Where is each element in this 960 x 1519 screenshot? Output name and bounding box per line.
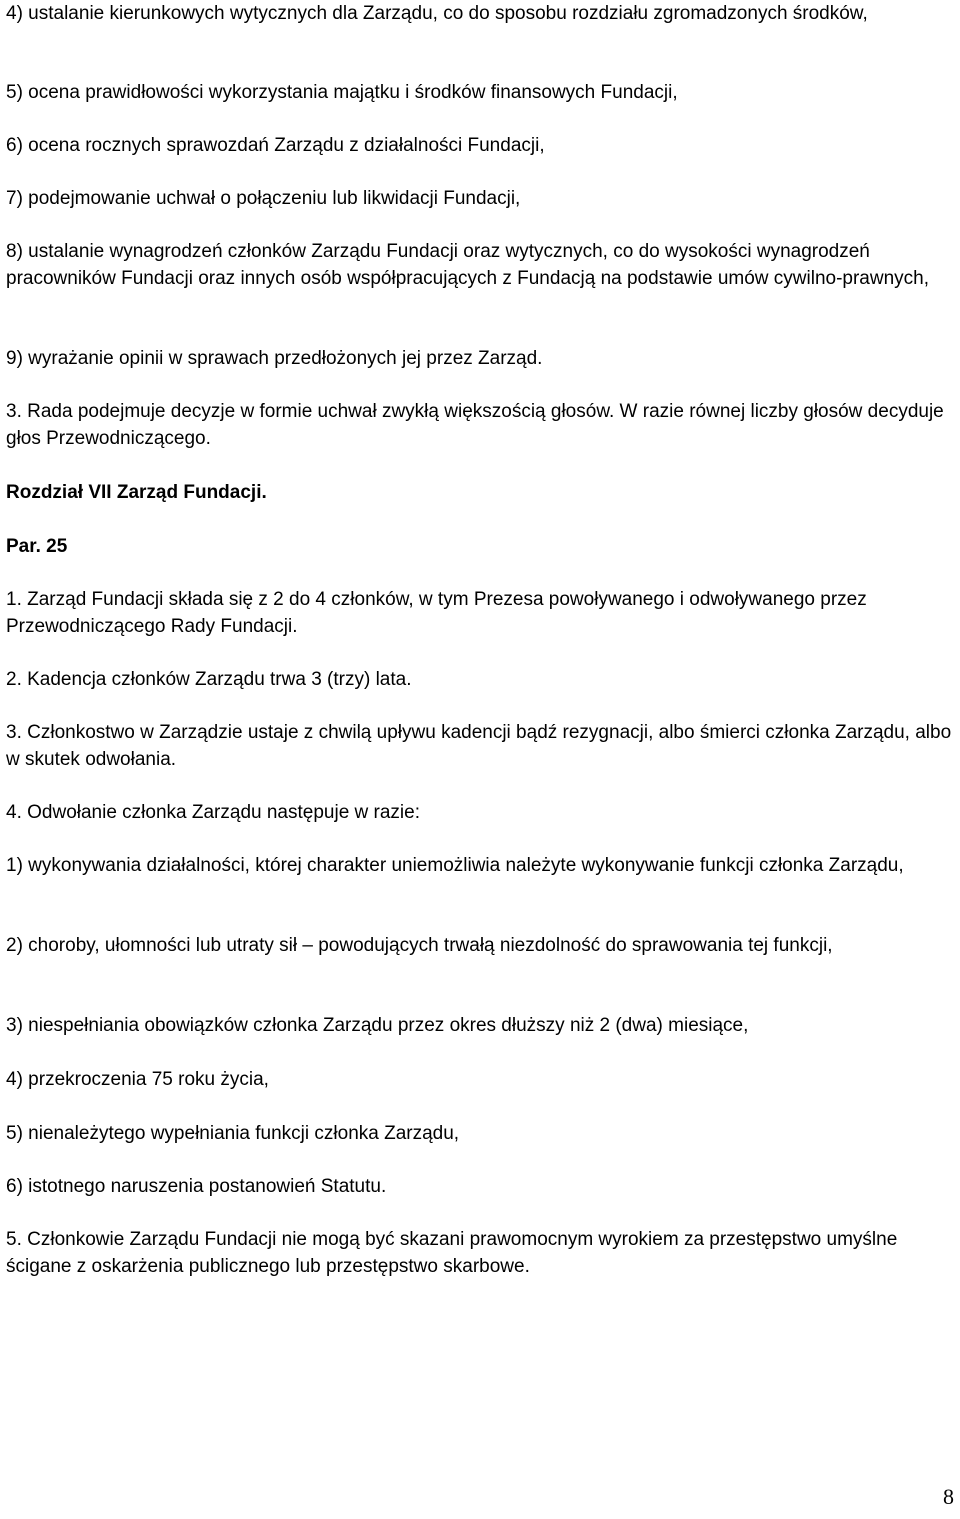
paragraph-board-composition: 1. Zarząd Fundacji składa się z 2 do 4 członków, w tym Prezesa powoływanego i odwoływanego przez Przewodniczącego Rady Fundacji.	[6, 589, 867, 637]
paragraph-membership-end: 3. Członkostwo w Zarządzie ustaje z chwilą upływu kadencji bądź rezygnacji, albo śmierci członka Zarządu, albo w skutek odwołania.	[6, 722, 952, 770]
page-number: 8	[943, 1484, 954, 1509]
paragraph-item-4: 4) ustalanie kierunkowych wytycznych dla Zarządu, co do sposobu rozdziału zgromadzonych środków,	[6, 3, 868, 24]
dismissal-reason-2: 2) choroby, ułomności lub utraty sił – powodujących trwałą niezdolność do sprawowania tej funkcji,	[6, 935, 833, 956]
dismissal-reason-5: 5) nienależytego wypełniania funkcji członka Zarządu,	[6, 1123, 460, 1144]
dismissal-reason-3: 3) niespełniania obowiązków członka Zarządu przez okres dłuższy niż 2 (dwa) miesiące,	[6, 1015, 749, 1036]
paragraph-item-8: 8) ustalanie wynagrodzeń członków Zarządu Fundacji oraz wytycznych, co do wysokości wynagrodzeń pracowników Fundacji oraz innych osób współpracujących z Fundacją na podstawie umów cywilno-prawnych,	[6, 241, 930, 289]
paragraph-item-5: 5) ocena prawidłowości wykorzystania majątku i środków finansowych Fundacji,	[6, 82, 678, 103]
paragraph-term-length: 2. Kadencja członków Zarządu trwa 3 (trzy) lata.	[6, 669, 412, 690]
paragraph-conviction-clause: 5. Członkowie Zarządu Fundacji nie mogą być skazani prawomocnym wyrokiem za przestępstwo umyślne ścigane z oskarżenia publicznego lub przestępstwo skarbowe.	[6, 1229, 898, 1277]
paragraph-council-decisions: 3. Rada podejmuje decyzje w formie uchwał zwykłą większością głosów. W razie równej liczby głosów decyduje głos Przewodniczącego.	[6, 401, 944, 449]
paragraph-dismissal: 4. Odwołanie członka Zarządu następuje w razie:	[6, 802, 421, 823]
paragraph-item-7: 7) podejmowanie uchwał o połączeniu lub likwidacji Fundacji,	[6, 188, 521, 209]
dismissal-reason-4: 4) przekroczenia 75 roku życia,	[6, 1069, 269, 1090]
dismissal-reason-1: 1) wykonywania działalności, której charakter uniemożliwia należyte wykonywanie funkcji członka Zarządu,	[6, 855, 904, 876]
paragraph-item-9: 9) wyrażanie opinii w sprawach przedłożonych jej przez Zarząd.	[6, 348, 543, 369]
dismissal-reason-6: 6) istotnego naruszenia postanowień Statutu.	[6, 1176, 387, 1197]
section-heading: Par. 25	[6, 536, 68, 557]
chapter-heading: Rozdział VII Zarząd Fundacji.	[6, 482, 267, 503]
paragraph-item-6: 6) ocena rocznych sprawozdań Zarządu z działalności Fundacji,	[6, 135, 545, 156]
